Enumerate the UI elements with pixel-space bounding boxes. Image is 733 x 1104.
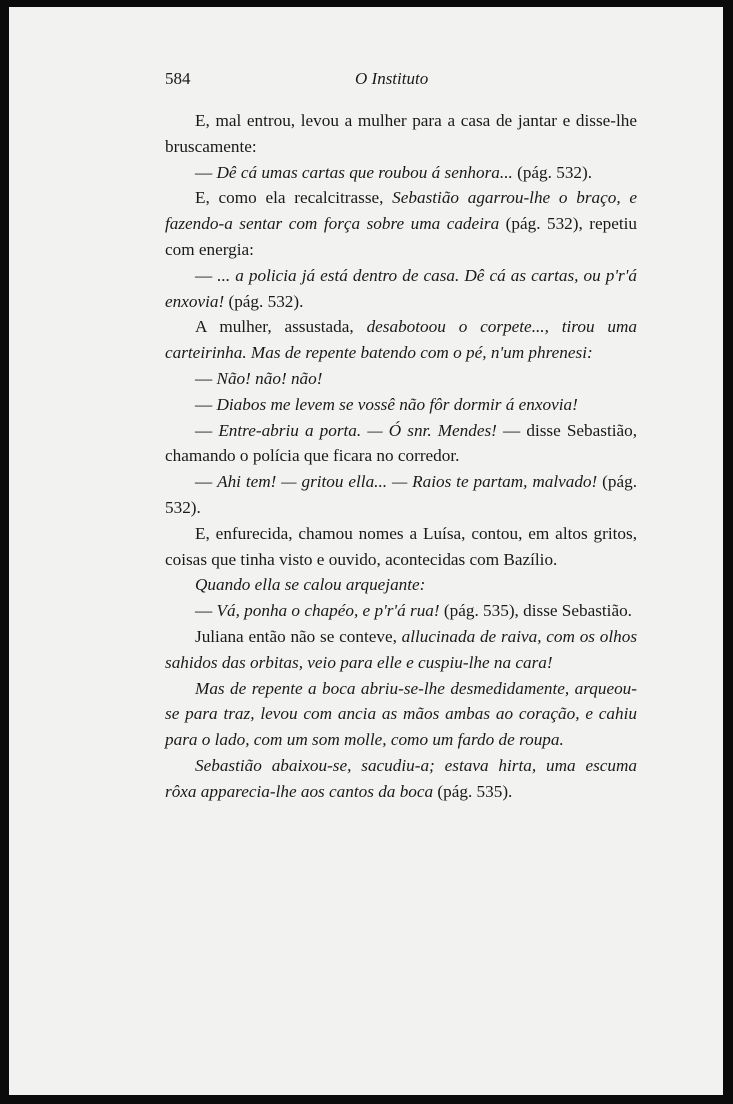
paragraph [165,624,637,676]
roman-text: A mulher, assustada, [195,317,367,337]
italic-text: Vá, ponha o chapéo, e p'r'á rua! [216,601,440,621]
italic-text: Quando ella se calou arquejante: [195,575,426,595]
roman-text: (pág. 535), disse Sebastião. [439,601,632,621]
body-text [165,108,637,805]
italic-text: Sebastião agarrou-lhe o braço, e fazendo-a sentar com força sobre uma cadeira [165,188,637,234]
page-header [165,69,635,93]
roman-text: — [195,162,217,182]
book-page [9,7,723,1095]
italic-text: Dê cá umas cartas que roubou á senhora... [216,162,513,182]
italic-text: Entre-abriu a porta. — Ó snr. Mendes! [218,420,497,440]
paragraph [165,676,637,753]
paragraph [165,469,637,521]
paragraph [165,521,637,573]
paragraph [165,185,637,262]
roman-text: — [195,601,217,621]
italic-text: Sebastião abaixou-se, sacudiu-a; estava hirta, uma escuma rôxa apparecia-lhe aos cantos da boca [165,755,637,801]
paragraph [165,366,637,392]
running-title: O Instituto [355,69,429,88]
italic-text: desabotoou o corpete..., tirou uma carteirinha. Mas de repente batendo com o pé, n'um phrenesi: [165,317,637,363]
roman-text: E, mal entrou, levou a mulher para a casa de jantar e disse-lhe bruscamente: [165,111,637,156]
roman-text: (pág. 532). [224,291,304,311]
paragraph [165,263,637,315]
roman-text: Juliana então não se conteve, [195,626,402,646]
roman-text: — [195,420,219,440]
roman-text: (pág. 532). [165,472,637,517]
paragraph [165,418,637,470]
paragraph [165,753,637,805]
roman-text: — [195,472,218,492]
paragraph [165,160,637,186]
paragraph [165,108,637,160]
paragraph [165,314,637,366]
page-number: 584 [165,69,191,88]
roman-text: — [195,394,217,414]
roman-text: — [195,368,217,388]
roman-text: (pág. 532). [512,162,593,182]
italic-text: ... a policia já está dentro de casa. Dê cá as cartas, ou p'r'á enxovia! [165,265,637,311]
roman-text: (pág. 532), repetiu com energia: [165,214,637,259]
roman-text: — disse Sebastião, chamando o polícia que ficara no corredor. [165,420,638,466]
italic-text: Diabos me levem se vossê não fôr dormir á enxovia! [216,394,578,414]
roman-text: (pág. 535). [433,781,513,801]
italic-text: allucinada de raiva, com os olhos sahidos das orbitas, veio para elle e cuspiu-lhe na cara! [165,626,638,672]
italic-text: Ahi tem! — gritou ella... — Raios te partam, malvado! [217,472,598,492]
roman-text: — [195,265,218,285]
roman-text: E, como ela recalcitrasse, [195,188,393,208]
paragraph [165,392,637,418]
italic-text: Não! não! não! [216,368,323,388]
paragraph [165,598,637,624]
roman-text: E, enfurecida, chamou nomes a Luísa, contou, em altos gritos, coisas que tinha visto e ouvido, acontecidas com Bazílio. [165,523,637,569]
paragraph [165,572,637,598]
italic-text: Mas de repente a boca abriu-se-lhe desmedidamente, arqueou-se para traz, levou com ancia as mãos ambas ao coração, e cahiu para o lado, com um som molle, como um fardo de roupa. [165,678,637,750]
